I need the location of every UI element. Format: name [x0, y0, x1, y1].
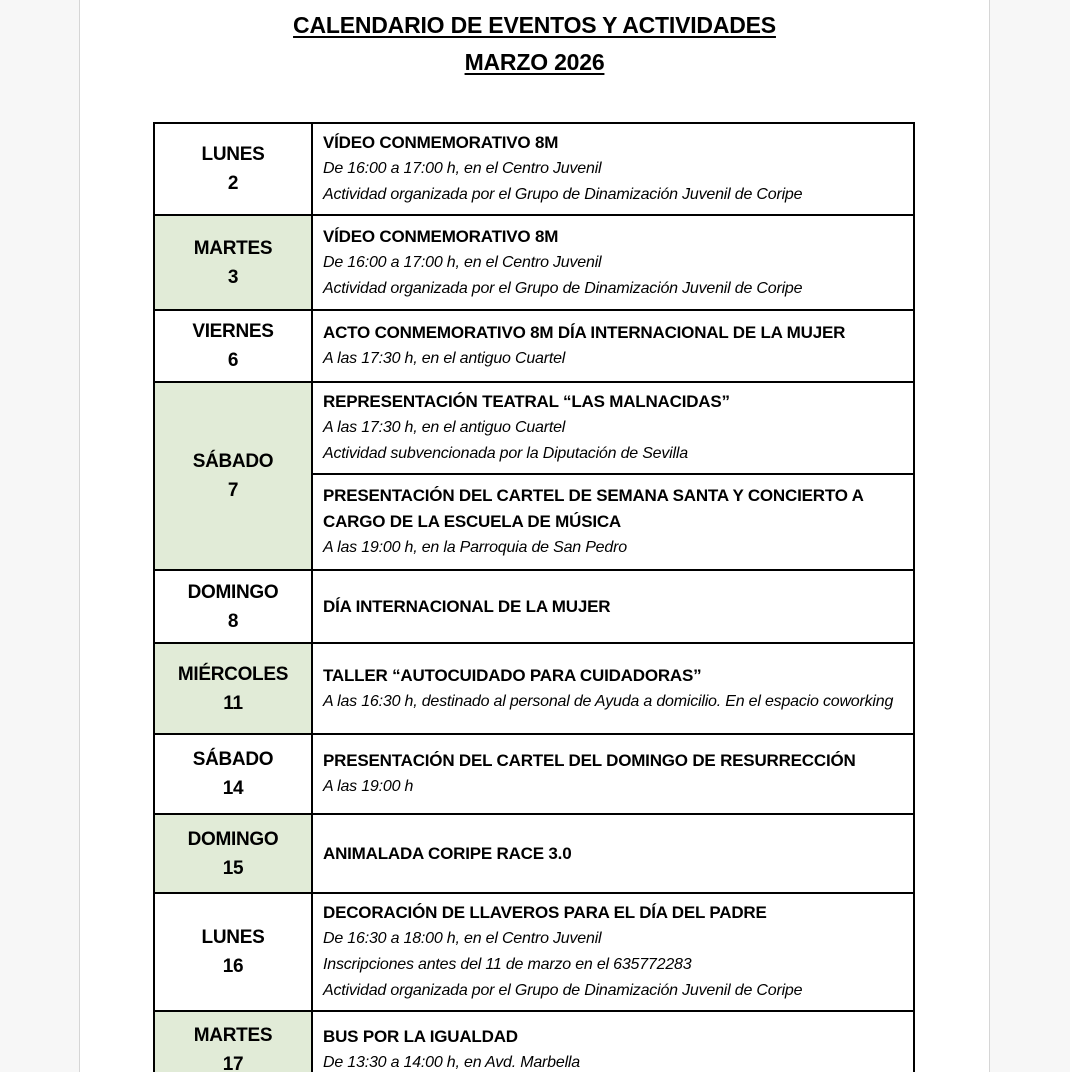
event-cell — [313, 571, 913, 642]
day-name: DOMINGO — [187, 828, 279, 850]
event-cell — [313, 311, 913, 381]
calendar-row — [155, 311, 913, 383]
event-cell — [313, 124, 913, 214]
event-title: VÍDEO CONMEMORATIVO 8M — [323, 133, 559, 152]
day-cell — [155, 383, 313, 569]
calendar-row — [155, 644, 913, 735]
document-title — [80, 7, 989, 81]
calendar-row — [155, 216, 913, 311]
document-title-line1: CALENDARIO DE EVENTOS Y ACTIVIDADES — [293, 12, 776, 38]
day-cell — [155, 644, 313, 733]
document-title-line2: MARZO 2026 — [464, 49, 605, 75]
day-name: SÁBADO — [192, 451, 274, 472]
day-cell — [155, 735, 313, 813]
day-number: 8 — [227, 610, 239, 632]
day-cell — [155, 894, 313, 1010]
event-detail: A las 17:30 h, en el antiguo Cuartel — [323, 419, 566, 436]
day-number: 17 — [222, 1053, 244, 1072]
day-number: 11 — [223, 692, 243, 714]
event-title: DÍA INTERNACIONAL DE LA MUJER — [323, 596, 611, 616]
events-column — [313, 216, 913, 309]
events-column — [313, 815, 913, 892]
document-page — [79, 0, 990, 1072]
event-detail: A las 17:30 h, en el antiguo Cuartel — [323, 350, 566, 367]
calendar-row — [155, 815, 913, 894]
calendar-row — [155, 571, 913, 644]
calendar-row — [155, 383, 913, 571]
events-column — [313, 894, 913, 1010]
event-detail: De 16:30 a 18:00 h, en el Centro Juvenil — [323, 930, 602, 947]
calendar-row — [155, 894, 913, 1012]
day-name: LUNES — [201, 144, 265, 165]
event-title: TALLER “AUTOCUIDADO PARA CUIDADORAS” — [323, 665, 702, 685]
calendar-row — [155, 1012, 913, 1072]
day-number: 16 — [222, 956, 244, 977]
events-column — [313, 735, 913, 813]
day-cell — [155, 216, 313, 309]
event-title: PRESENTACIÓN DEL CARTEL DEL DOMINGO DE RESURRECCIÓN — [323, 751, 856, 770]
event-detail: De 16:00 a 17:00 h, en el Centro Juvenil — [323, 160, 602, 177]
events-column — [313, 571, 913, 642]
event-title: VÍDEO CONMEMORATIVO 8M — [323, 226, 559, 246]
day-cell — [155, 571, 313, 642]
event-cell — [313, 216, 913, 309]
events-column — [313, 311, 913, 381]
calendar-row — [155, 735, 913, 815]
day-number: 2 — [227, 173, 239, 194]
event-title: ANIMALADA CORIPE RACE 3.0 — [323, 843, 572, 863]
events-calendar-table — [153, 122, 915, 1072]
event-title: DECORACIÓN DE LLAVEROS PARA EL DÍA DEL PADRE — [323, 903, 767, 922]
event-detail: Actividad organizada por el Grupo de Dinamización Juvenil de Coripe — [323, 186, 803, 203]
event-title: PRESENTACIÓN DEL CARTEL DE SEMANA SANTA Y CONCIERTO A CARGO DE LA ESCUELA DE MÚSICA — [323, 486, 864, 531]
day-name: SÁBADO — [192, 749, 274, 770]
event-detail: De 16:00 a 17:00 h, en el Centro Juvenil — [323, 253, 602, 271]
day-name: MARTES — [193, 1024, 273, 1046]
event-detail: A las 19:00 h — [323, 778, 414, 795]
day-name: VIERNES — [192, 321, 274, 342]
day-cell — [155, 124, 313, 214]
event-cell — [313, 644, 913, 733]
day-cell — [155, 311, 313, 381]
event-cell — [313, 894, 913, 1010]
day-name: MARTES — [193, 237, 273, 259]
event-title: BUS POR LA IGUALDAD — [323, 1026, 518, 1046]
event-detail: De 13:30 a 14:00 h, en Avd. Marbella — [323, 1053, 580, 1071]
events-column — [313, 1012, 913, 1072]
day-cell — [155, 815, 313, 892]
event-detail: Actividad organizada por el Grupo de Dinamización Juvenil de Coripe — [323, 279, 803, 297]
day-cell — [155, 1012, 313, 1072]
event-cell — [313, 383, 913, 475]
calendar-row — [155, 124, 913, 216]
event-cell — [313, 735, 913, 813]
event-detail: A las 19:00 h, en la Parroquia de San Pedro — [323, 539, 627, 556]
event-title: ACTO CONMEMORATIVO 8M DÍA INTERNACIONAL DE LA MUJER — [323, 323, 846, 342]
day-name: DOMINGO — [187, 581, 279, 603]
event-detail: Actividad organizada por el Grupo de Dinamización Juvenil de Coripe — [323, 982, 803, 999]
event-detail: Inscripciones antes del 11 de marzo en el 635772283 — [323, 956, 692, 973]
day-number: 14 — [222, 778, 244, 799]
day-number: 3 — [227, 266, 239, 288]
events-column — [313, 644, 913, 733]
events-column — [313, 383, 913, 569]
event-cell — [313, 475, 913, 569]
day-number: 6 — [227, 350, 239, 371]
day-number: 7 — [227, 480, 239, 501]
event-title: REPRESENTACIÓN TEATRAL “LAS MALNACIDAS” — [323, 392, 730, 411]
day-name: LUNES — [201, 927, 265, 948]
event-detail: Actividad subvencionada por la Diputación de Sevilla — [323, 445, 688, 462]
day-number: 15 — [222, 857, 244, 879]
event-detail: A las 16:30 h, destinado al personal de Ayuda a domicilio. En el espacio coworking — [323, 692, 894, 710]
event-cell — [313, 1012, 913, 1072]
event-cell — [313, 815, 913, 892]
day-name: MIÉRCOLES — [177, 663, 289, 685]
events-column — [313, 124, 913, 214]
